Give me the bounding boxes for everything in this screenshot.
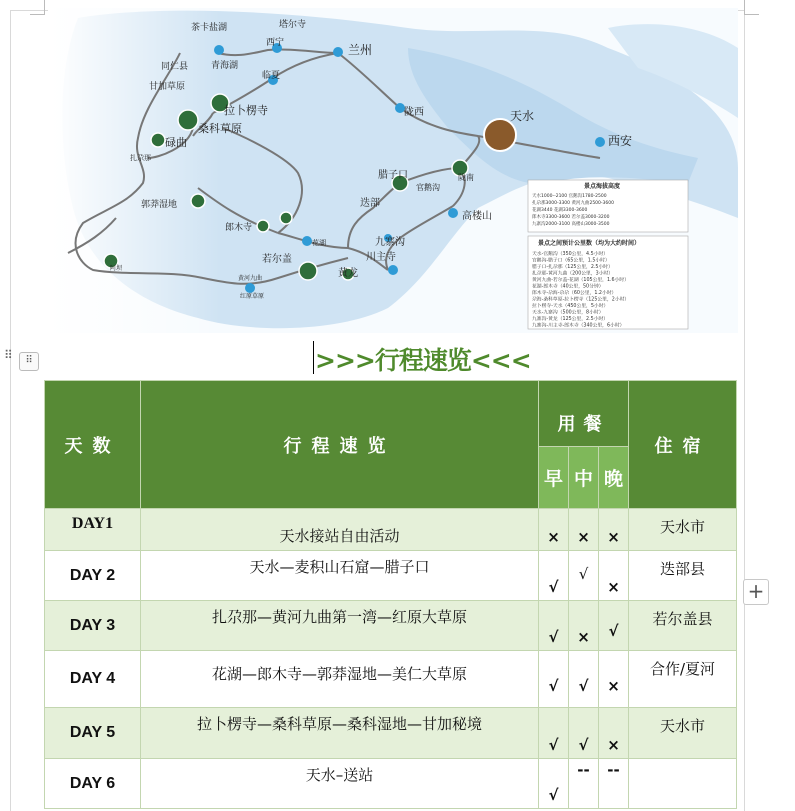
map-label: 甘加草原 [149,82,186,92]
lunch-cell: √ [569,651,599,708]
map-label: 阿坝 [110,265,123,272]
altitude-legend-title: 景点海拔高度 [584,183,621,190]
route-cell: 天水–送站 [141,759,539,809]
map-label: 茶卡盐湖 [191,23,228,33]
map-label: 陇西 [404,107,424,118]
map-label: 临夏 [262,71,281,81]
table-row [45,601,737,651]
altitude-row: 天水1000--2100 官鹅沟1780-2500 [532,194,607,199]
distance-row: 天水-九寨沟（500公里，8小时） [532,310,604,316]
header-days: 天数 [45,381,141,509]
stay-cell [629,759,737,809]
distance-legend-title: 景点之间预计公里数（均为大约时间） [538,240,641,247]
page-corner-mark [744,0,759,15]
route-cell: 天水—麦积山石窟—腊子口 [141,551,539,601]
altitude-row: 扎尕那3000-3300 黄河九曲2500-3600 [532,201,614,206]
dinner-cell: × [599,651,629,708]
distance-row: 黄河九曲-若尔盖-花湖（105公里，1.6小时） [532,278,629,283]
stay-cell: 合作/夏河 [629,651,737,708]
map-label: 花湖 [312,239,326,247]
table-row [45,551,737,601]
route-map-image [48,8,738,333]
page-corner-mark [30,0,45,15]
map-label: 桑科草原 [198,122,242,135]
map-label: 若尔盖 [262,254,292,265]
map-label: 同仁县 [161,62,189,72]
table-row [45,708,737,759]
distance-row: 天水-官鹅沟（350公里，4.5小时） [532,252,609,257]
map-label: 官鹅沟 [416,183,440,192]
table-row [45,509,737,551]
breakfast-cell: √ [539,551,569,601]
map-label: 西宁 [266,38,285,48]
distance-row: 腊子口-扎尕那（125公里，2.5小时） [532,265,613,270]
lunch-cell: -- [569,759,599,809]
day-cell: DAY 2 [45,551,141,601]
stay-cell: 迭部县 [629,551,737,601]
header-route: 行程速览 [141,381,539,509]
day-cell: DAY 5 [45,708,141,759]
stay-cell: 天水市 [629,708,737,759]
altitude-row: 花湖3440 花湖3300-3600 [532,208,588,213]
day-cell: DAY 4 [45,651,141,708]
map-label: 扎尕那 [130,154,151,162]
map-label: 拉卜楞寺 [224,104,268,117]
breakfast-cell: √ [539,651,569,708]
dinner-cell: × [599,509,629,551]
dinner-cell: √ [599,601,629,651]
dinner-cell: × [599,708,629,759]
map-label: 黄龙 [338,268,358,279]
map-label: 红原草原 [240,293,265,300]
map-label: 迭部 [360,198,380,209]
day-cell: DAY 3 [45,601,141,651]
map-label: 郎木寺 [225,223,253,233]
distance-row: 尕海-桑科草原-拉卜楞寺（125公里，2小时） [532,297,630,303]
map-label: 天水 [510,109,535,123]
section-title: >>>行程速览<<< [315,346,531,375]
stay-cell: 天水市 [629,509,737,551]
route-cell: 扎尕那—黄河九曲第一湾—红原大草原 [141,601,539,651]
map-label: 腊子口 [378,170,408,181]
breakfast-cell: √ [539,759,569,809]
map-label: 黄河九曲 [238,275,263,282]
drag-handle-icon[interactable]: ⠿ [4,348,13,362]
header-breakfast: 早 [539,447,569,509]
route-cell: 花湖—郎木寺—郭莽湿地—美仁大草原 [141,651,539,708]
add-row-button[interactable]: + [743,579,769,605]
distance-row: 官鹅沟-腊子口（65公里，1.5小时） [532,258,610,264]
map-label: 高楼山 [462,211,492,222]
header-stay: 住宿 [629,381,737,509]
map-label: 青海湖 [211,61,239,71]
lunch-cell: × [569,601,599,651]
breakfast-cell: × [539,509,569,551]
text-cursor [313,341,314,374]
distance-row: 拉卜楞寺-天水（450公里，5小时） [532,304,609,309]
map-label: 塔尔寺 [279,20,307,30]
distance-row: 郎木寺-尕海-尕尕（60公里，1.2小时） [532,291,617,296]
distance-row: 花湖-郎木寺（40公里，50分钟） [532,284,604,290]
map-label: 西安 [608,134,633,148]
distance-legend [528,236,688,329]
dinner-cell: -- [599,759,629,809]
day-cell: DAY 6 [45,759,141,809]
header-lunch: 中 [569,447,599,509]
day-cell: DAY1 [45,509,141,551]
map-label: 郭莽湿地 [141,200,178,210]
header-meals: 用餐 [539,381,629,447]
map-label: 九寨沟 [375,237,405,248]
map-label: 陇南 [458,173,474,182]
altitude-legend [528,180,688,232]
itinerary-table [44,380,737,809]
table-row [45,651,737,708]
map-label: 川主寺 [366,252,396,263]
dinner-cell: × [599,551,629,601]
distance-row: 九寨沟-黄龙（125公里，2.5小时） [532,317,609,322]
breakfast-cell: √ [539,708,569,759]
map-label: 碌曲 [165,136,187,149]
header-dinner: 晚 [599,447,629,509]
altitude-row: 九寨沟2000-3100 高楼山3000-3500 [532,222,610,227]
lunch-cell: √ [569,708,599,759]
map-label: 兰州 [348,43,373,57]
lunch-cell: √ [569,551,599,601]
distance-row: 九寨沟-川主寺-郎木寺（340公里，6小时） [532,323,625,329]
distance-row: 扎尕那-黄河九曲（200公里，3小时） [532,271,614,277]
route-cell: 天水接站自由活动 [141,509,539,551]
altitude-row: 郎木寺3300-3600 若尔盖3000-3200 [532,215,610,220]
table-move-handle-icon[interactable]: ⠿ [19,352,39,371]
route-cell: 拉卜楞寺—桑科草原—桑科湿地—甘加秘境 [141,708,539,759]
stay-cell: 若尔盖县 [629,601,737,651]
breakfast-cell: √ [539,601,569,651]
table-row [45,759,737,809]
lunch-cell: × [569,509,599,551]
